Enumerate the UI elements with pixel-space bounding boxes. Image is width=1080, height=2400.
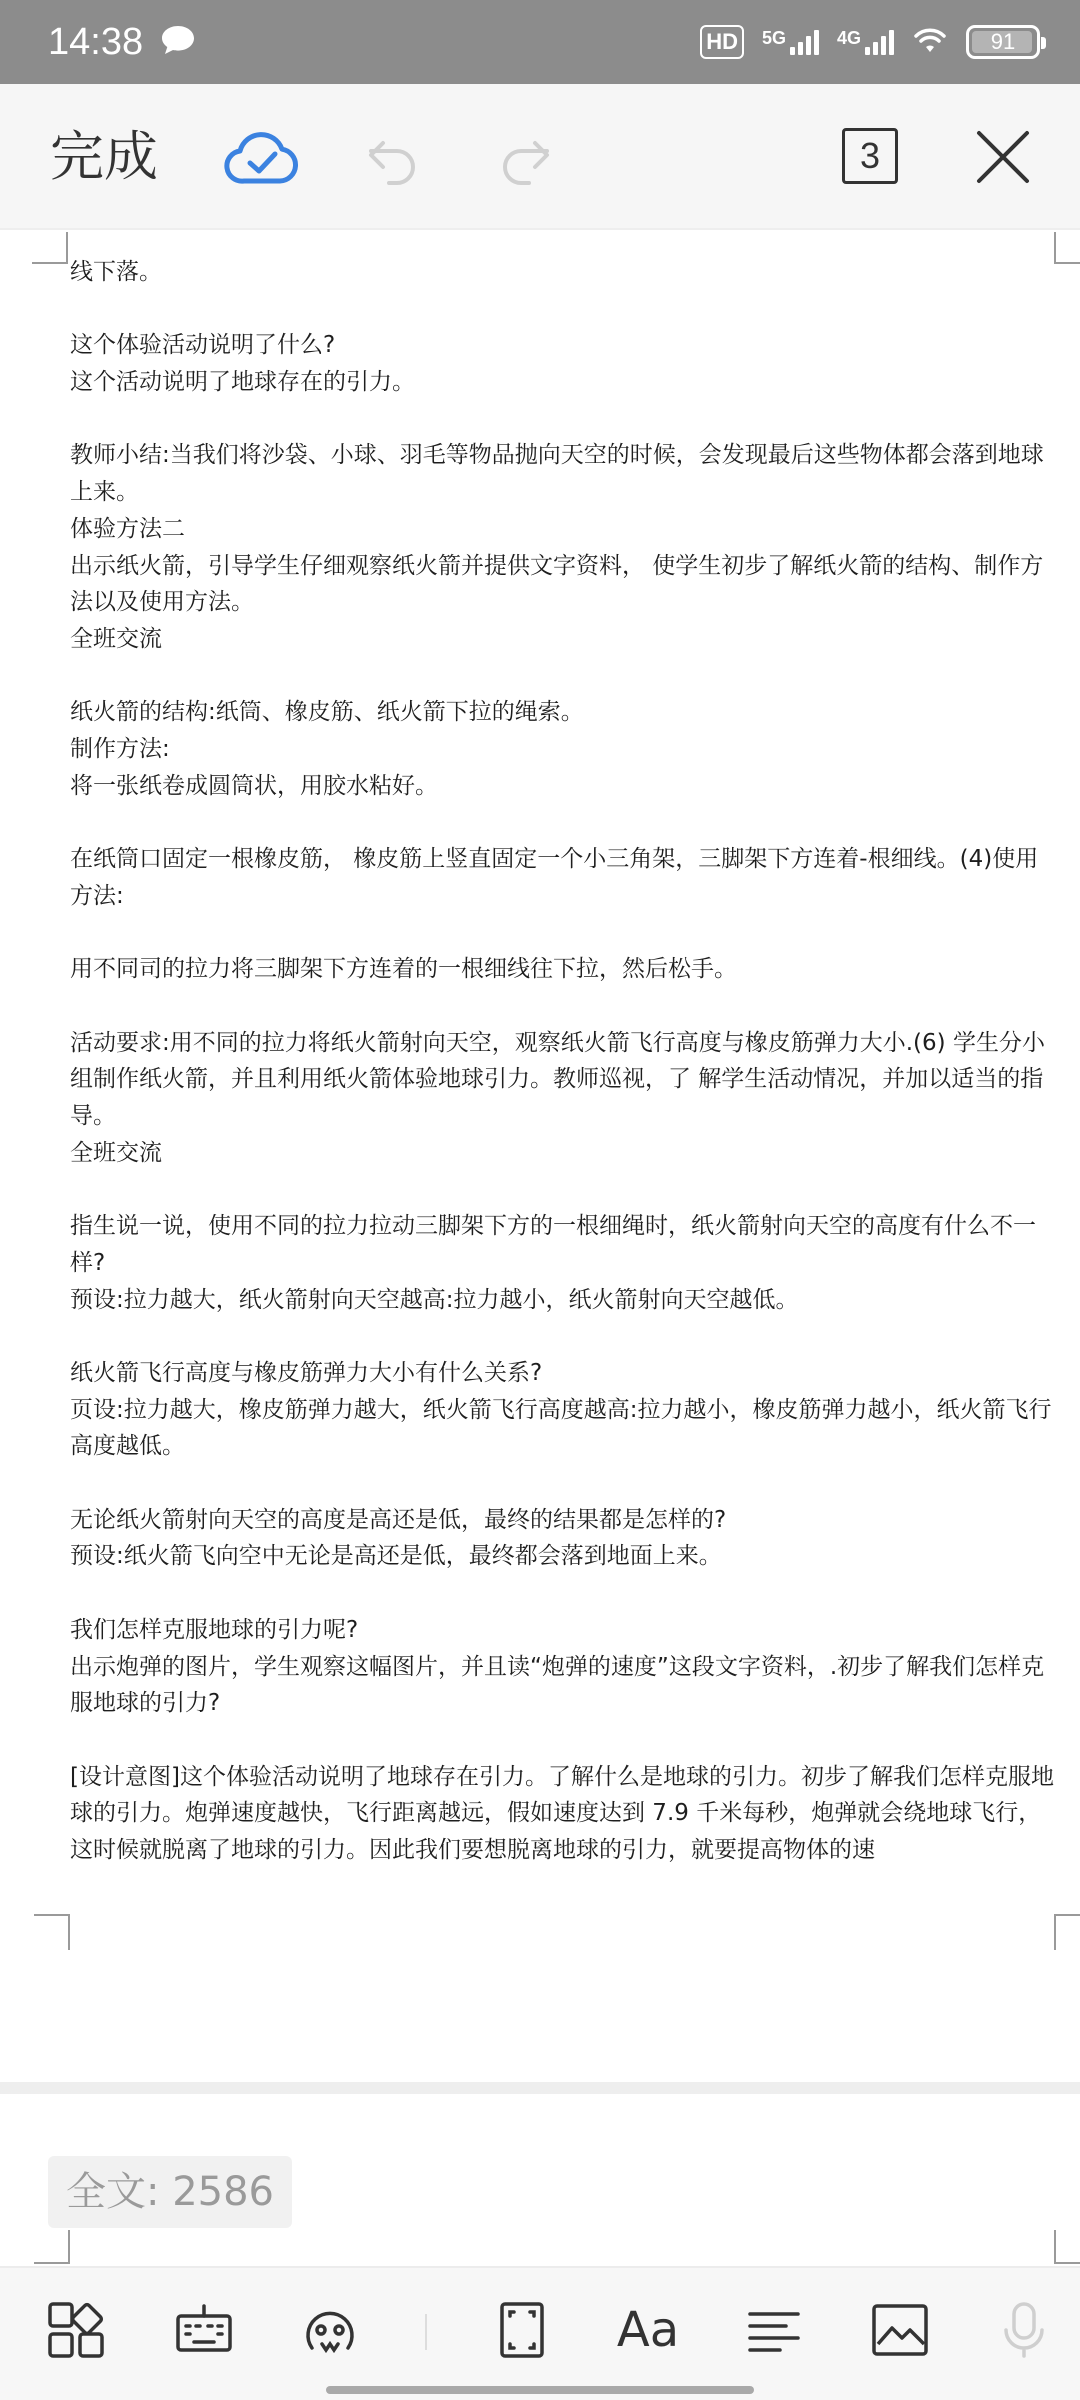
document-paragraph[interactable] xyxy=(70,1465,1056,1502)
document-paragraph[interactable]: 我们怎样克服地球的引力呢? xyxy=(70,1616,359,1643)
done-button[interactable]: 完成 xyxy=(50,125,158,188)
document-page[interactable] xyxy=(0,232,1080,2082)
document-paragraph[interactable]: 制作方法: xyxy=(70,736,170,763)
assistant-icon[interactable] xyxy=(298,2298,362,2362)
hd-badge: HD xyxy=(700,25,744,59)
document-paragraph[interactable]: 预设:拉力越大，纸火箭射向天空越高:拉力越小，纸火箭射向天空越低。 xyxy=(70,1286,799,1313)
status-indicators xyxy=(700,20,1040,64)
home-indicator[interactable] xyxy=(326,2386,754,2394)
document-paragraph[interactable]: 出示炮弹的图片，学生观察这幅图片，并且读“炮弹的速度”这段文字资料，.初步了解我们怎样克服地球的引力? xyxy=(70,1653,1045,1717)
page-corner-mark xyxy=(1054,1914,1080,1950)
fullscreen-icon[interactable] xyxy=(490,2298,554,2362)
font-icon[interactable]: Aa xyxy=(616,2302,680,2358)
status-time: 14:38 xyxy=(48,21,144,63)
document-paragraph[interactable]: 将一张纸卷成圆筒状，用胶水粘好。 xyxy=(70,772,438,799)
document-paragraph[interactable]: 纸火箭飞行高度与橡皮筋弹力大小有什么关系? xyxy=(70,1359,543,1386)
document-paragraph[interactable]: 全班交流 xyxy=(70,1139,162,1166)
document-body[interactable] xyxy=(70,254,1056,1869)
document-paragraph[interactable] xyxy=(70,401,1056,438)
document-paragraph[interactable]: 出示纸火箭，引导学生仔细观察纸火箭并提供文字资料， 使学生初步了解纸火箭的结构、制作方法以及使用方法。 xyxy=(70,552,1044,616)
document-paragraph[interactable]: 在纸筒口固定一根橡皮筋， 橡皮筋上竖直固定一个小三角架，三脚架下方连着-根细线。(4)使用方法: xyxy=(70,846,1039,909)
signal-4g-icon xyxy=(837,29,894,55)
editor-toolbar xyxy=(0,84,1080,230)
signal-5g-icon xyxy=(762,29,819,55)
document-paragraph[interactable]: 预设:纸火箭飞向空中无论是高还是低，最终都会落到地面上来。 xyxy=(70,1543,722,1570)
document-paragraph[interactable]: 指生说一说，使用不同的拉力拉动三脚架下方的一根细绳时，纸火箭射向天空的高度有什么不一样? xyxy=(70,1213,1036,1276)
document-paragraph[interactable]: [设计意图]这个体验活动说明了地球存在引力。了解什么是地球的引力。初步了解我们怎样克服地球的引力。炮弹速度越快，飞行距离越远，假如速度达到 7.9 千米每秒，炮弹就会绕地球飞行，这时候就脱离了地球的引力。因此我们要想脱离地球的引力，就要提高物体的速 xyxy=(70,1763,1054,1864)
keyboard-icon[interactable] xyxy=(172,2298,236,2362)
word-count-badge: 全文: 2586 xyxy=(48,2156,292,2228)
network-4g-label: 4G xyxy=(836,28,861,48)
document-paragraph[interactable] xyxy=(70,658,1056,695)
document-paragraph[interactable] xyxy=(70,805,1056,842)
document-paragraph[interactable] xyxy=(70,1722,1056,1759)
document-paragraph[interactable]: 这个体验活动说明了什么? xyxy=(70,332,336,359)
network-5g-label: 5G xyxy=(761,28,786,48)
document-paragraph[interactable] xyxy=(70,1171,1056,1208)
page-corner-mark xyxy=(1054,232,1080,264)
microphone-icon[interactable] xyxy=(992,2298,1056,2362)
document-paragraph[interactable]: 无论纸火箭射向天空的高度是高还是低，最终的结果都是怎样的? xyxy=(70,1506,727,1533)
message-icon xyxy=(160,24,196,56)
document-paragraph[interactable]: 纸火箭的结构:纸筒、橡皮筋、纸火箭下拉的绳索。 xyxy=(70,699,584,726)
page-corner-mark xyxy=(34,1914,70,1950)
document-paragraph[interactable]: 用不同司的拉力将三脚架下方连着的一根细线往下拉，然后松手。 xyxy=(70,956,737,983)
status-bar xyxy=(0,0,1080,84)
battery-level: 91 xyxy=(990,29,1016,54)
close-icon[interactable] xyxy=(970,124,1036,190)
page-corner-mark xyxy=(1054,2230,1080,2264)
cloud-saved-icon[interactable] xyxy=(222,124,302,194)
insert-image-icon[interactable] xyxy=(868,2298,932,2362)
toolbar-divider xyxy=(425,2314,427,2350)
undo-icon[interactable] xyxy=(360,124,426,194)
document-paragraph[interactable]: 教师小结:当我们将沙袋、小球、羽毛等物品抛向天空的时候，会发现最后这些物体都会落到地球上来。 xyxy=(70,442,1044,506)
document-paragraph[interactable]: 这个活动说明了地球存在的引力。 xyxy=(70,369,415,396)
document-paragraph[interactable]: 体验方法二 xyxy=(70,515,185,542)
document-paragraph[interactable] xyxy=(70,915,1056,952)
document-paragraph[interactable]: 活动要求:用不同的拉力将纸火箭射向天空，观察纸火箭飞行高度与橡皮筋弹力大小.(6) 学生分小组制作纸火箭，并且利用纸火箭体验地球引力。教师巡视，了 解学生活动情况，并加以适当的指导。 xyxy=(70,1029,1045,1130)
document-paragraph[interactable]: 页设:拉力越大，橡皮筋弹力越大，纸火箭飞行高度越高:拉力越小，橡皮筋弹力越小，纸火箭飞行高度越低。 xyxy=(70,1396,1052,1460)
page-separator xyxy=(0,2082,1080,2094)
document-paragraph[interactable]: 全班交流 xyxy=(70,626,162,652)
page-count-button[interactable]: 3 xyxy=(842,128,898,184)
page-corner-mark xyxy=(32,232,68,264)
document-paragraph[interactable] xyxy=(70,291,1056,328)
document-paragraph[interactable]: 线下落。 xyxy=(70,259,162,285)
redo-icon[interactable] xyxy=(492,124,558,194)
battery-icon xyxy=(966,25,1040,59)
document-paragraph[interactable] xyxy=(70,988,1056,1025)
apps-icon[interactable] xyxy=(44,2298,108,2362)
page-corner-mark xyxy=(34,2230,70,2264)
wifi-icon xyxy=(912,26,948,58)
document-paragraph[interactable] xyxy=(70,1318,1056,1355)
bottom-toolbar xyxy=(0,2266,1080,2400)
document-paragraph[interactable] xyxy=(70,1575,1056,1612)
paragraph-icon[interactable] xyxy=(742,2298,806,2362)
